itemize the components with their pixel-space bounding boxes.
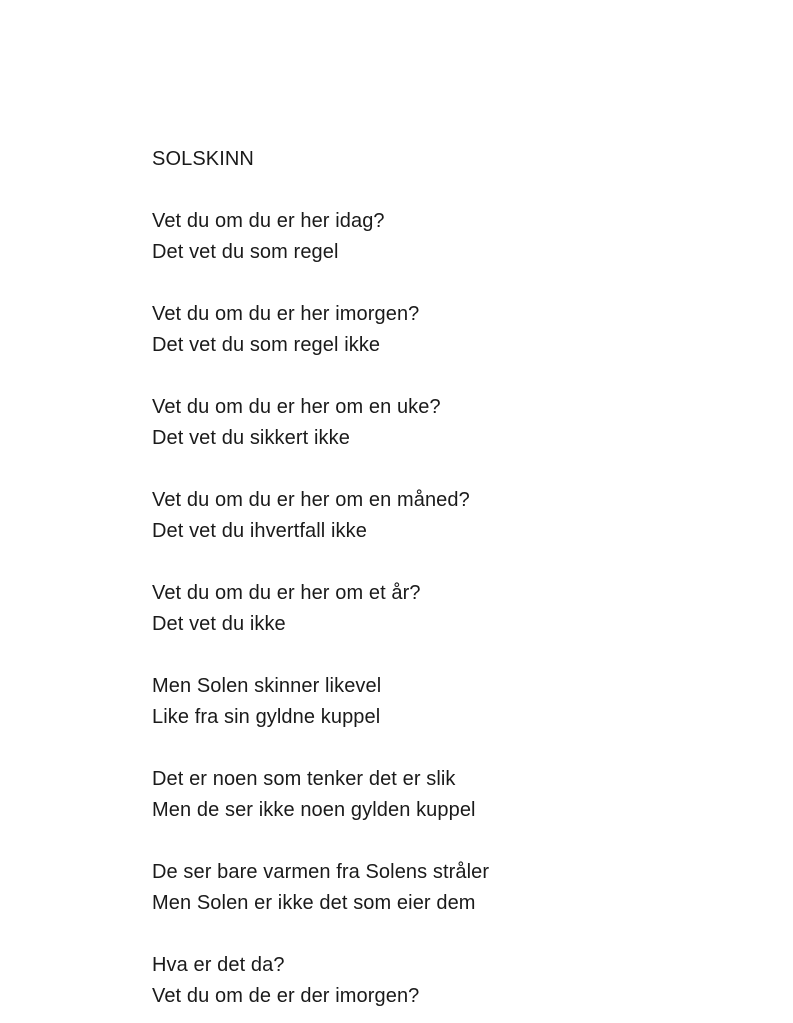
poem-line: Vet du om du er her idag? <box>152 210 385 232</box>
stanza <box>152 392 753 454</box>
stanza <box>152 950 753 1012</box>
poem-line: Det vet du ikke <box>152 613 286 635</box>
poem-line: Det vet du som regel ikke <box>152 334 381 356</box>
poem-line: Like fra sin gyldne kuppel <box>152 706 381 728</box>
stanza <box>152 671 753 733</box>
stanza <box>152 857 753 919</box>
poem-line: Vet du om du er her om en uke? <box>152 396 441 418</box>
stanza <box>152 206 753 268</box>
poem-line: Vet du om du er her om et år? <box>152 582 421 604</box>
poem-line: Men Solen skinner likevel <box>152 675 382 697</box>
poem-line: Det er noen som tenker det er slik <box>152 768 456 790</box>
poem-line: Hva er det da? <box>152 954 285 976</box>
stanza <box>152 578 753 640</box>
poem-line: Det vet du sikkert ikke <box>152 427 350 449</box>
stanza <box>152 485 753 547</box>
poem-title: SOLSKINN <box>152 148 254 170</box>
poem-line: Vet du om du er her imorgen? <box>152 303 420 325</box>
poem-line: Men Solen er ikke det som eier dem <box>152 892 476 914</box>
poem-line: Det vet du ihvertfall ikke <box>152 520 367 542</box>
stanza <box>152 764 753 826</box>
poem-line: Vet du om du er her om en måned? <box>152 489 470 511</box>
poem-line: Det vet du som regel <box>152 241 339 263</box>
poem-line: Men de ser ikke noen gylden kuppel <box>152 799 476 821</box>
poem-line: Vet du om de er der imorgen? <box>152 985 420 1007</box>
stanza <box>152 299 753 361</box>
poem-line: De ser bare varmen fra Solens stråler <box>152 861 490 883</box>
